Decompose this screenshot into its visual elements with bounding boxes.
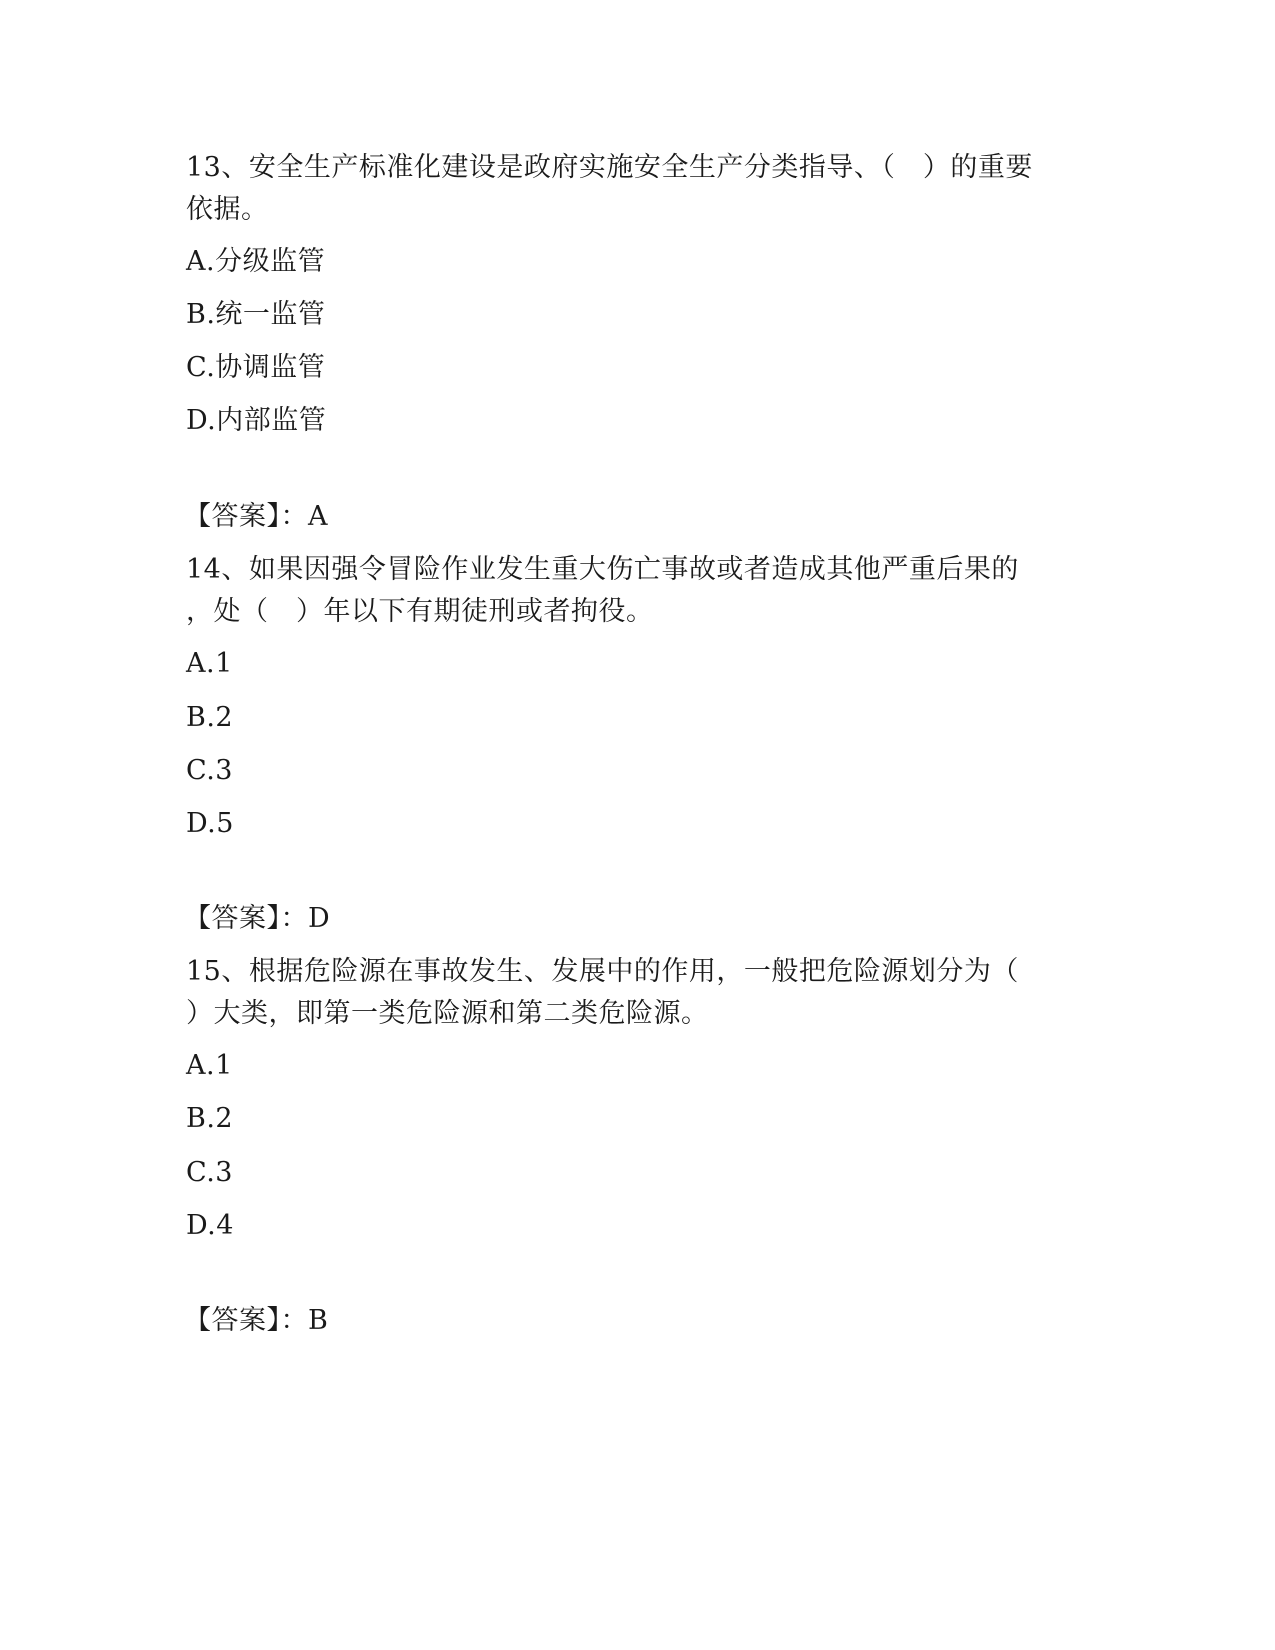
option-d: D.5	[186, 808, 234, 839]
question-stem-line: 15、根据危险源在事故发生、发展中的作用，一般把危险源划分为（	[186, 956, 1019, 987]
option-a: A.1	[186, 1050, 233, 1081]
question-stem-line: 14、如果因强令冒险作业发生重大伤亡事故或者造成其他严重后果的	[186, 554, 1019, 585]
answer-label: 【答案】：B	[184, 1305, 329, 1336]
question-stem-line: ，处（ ）年以下有期徒刑或者拘役。	[186, 596, 654, 627]
option-b: B.统一监管	[186, 299, 326, 330]
option-c: C.协调监管	[186, 352, 326, 383]
answer-label: 【答案】：D	[184, 903, 331, 934]
answer-label: 【答案】：A	[184, 501, 328, 532]
option-b: B.2	[186, 1103, 234, 1134]
question-stem-line: ）大类，即第一类危险源和第二类危险源。	[186, 998, 709, 1029]
option-a: A.分级监管	[186, 246, 326, 277]
option-c: C.3	[186, 755, 233, 786]
option-a: A.1	[186, 648, 233, 679]
question-stem-line: 13、安全生产标准化建设是政府实施安全生产分类指导、（ ）的重要	[186, 152, 1033, 183]
option-d: D.内部监管	[186, 405, 327, 436]
option-d: D.4	[186, 1210, 234, 1241]
option-c: C.3	[186, 1157, 233, 1188]
question-stem-line: 依据。	[186, 194, 269, 225]
option-b: B.2	[186, 702, 234, 733]
